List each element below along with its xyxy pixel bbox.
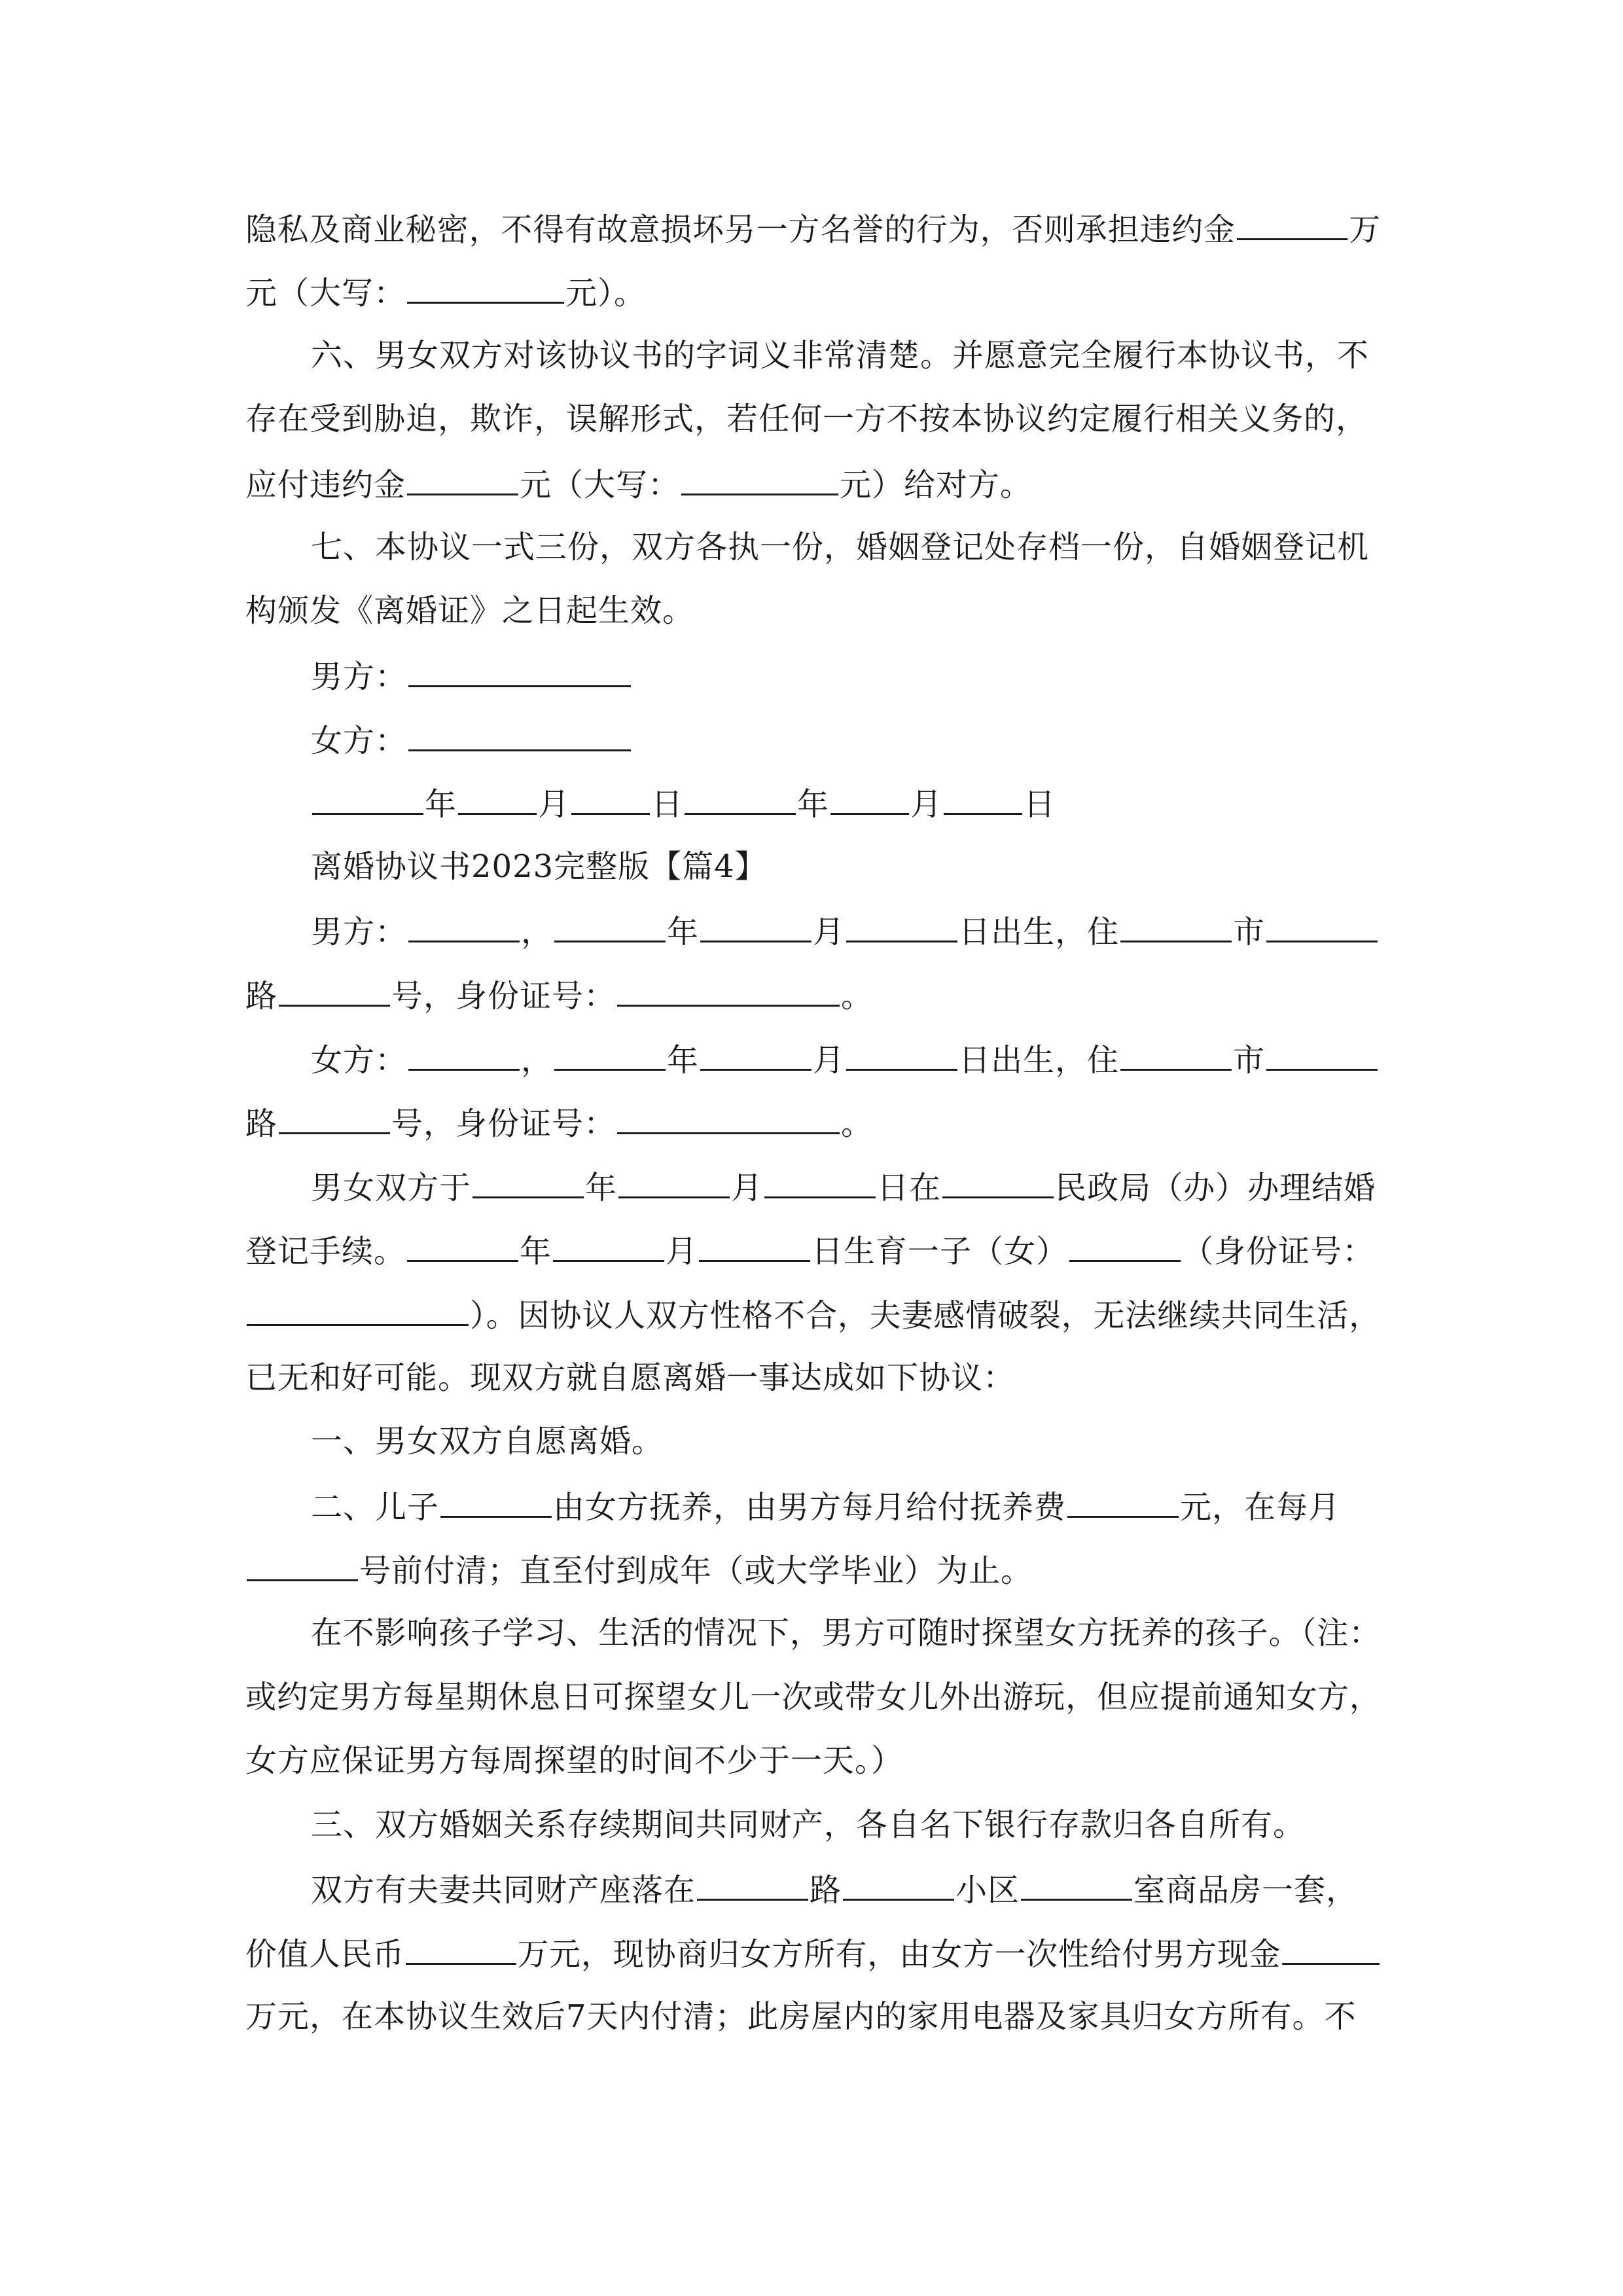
text: 年 <box>667 914 700 950</box>
text: 元（大写： <box>245 275 406 312</box>
text: 构颁发《离婚证》之日起生效。 <box>245 592 695 629</box>
blank-field[interactable] <box>944 783 1022 815</box>
signature-male <box>311 655 632 696</box>
id-number-field[interactable] <box>617 975 840 1007</box>
text: 二、儿子 <box>311 1489 440 1526</box>
blank-field[interactable] <box>407 1230 518 1262</box>
text: 元，在每月 <box>1180 1489 1341 1526</box>
blank-field[interactable] <box>407 463 518 495</box>
blank-field[interactable] <box>697 1869 808 1901</box>
text: 号前付清；直至付到成年（或大学毕业）为止。 <box>359 1552 1033 1589</box>
blank-field[interactable] <box>1237 208 1347 240</box>
blank-field[interactable] <box>440 1486 552 1518</box>
text: ）。因协议人双方性格不合，夫妻感情破裂，无法继续共同生活， <box>469 1297 1382 1334</box>
blank-field[interactable] <box>1120 910 1232 942</box>
blank-field[interactable] <box>700 910 812 942</box>
text: 室商品房一套， <box>1133 1872 1359 1909</box>
text: 号，身份证号： <box>391 978 616 1014</box>
blank-field[interactable] <box>846 910 957 942</box>
text: 日在 <box>877 1170 942 1206</box>
marriage-line-3 <box>245 1294 1381 1335</box>
blank-field[interactable] <box>279 1102 390 1134</box>
text: 双方有夫妻共同财产座落在 <box>311 1872 696 1909</box>
clause-5-line-1 <box>245 208 1381 249</box>
text: 女方应保证男方每周探望的时间不少于一天。） <box>245 1742 904 1779</box>
text: 万元，在本协议生效后7天内付清；此房屋内的家用电器及家具归女方所有。不 <box>245 1998 1357 2035</box>
blank-field[interactable] <box>408 1039 520 1071</box>
text: 路 <box>245 978 278 1014</box>
text: 年 <box>667 1042 700 1079</box>
text: 元）。 <box>565 275 647 312</box>
blank-field[interactable] <box>764 1166 876 1198</box>
text: 男女双方于 <box>311 1170 472 1206</box>
property-line-3 <box>245 1997 1357 2036</box>
text: 日 <box>651 786 684 823</box>
text: 由女方抚养，由男方每月给付抚养费 <box>553 1489 1067 1526</box>
clause-6-line-2 <box>245 399 1368 439</box>
text: 元）给对方。 <box>840 467 1033 503</box>
text: 万元，现协商归女方所有，由女方一次性给付男方现金 <box>517 1936 1281 1973</box>
clause-3 <box>311 1805 1305 1844</box>
text: 。 <box>841 1105 874 1142</box>
text: 路 <box>810 1872 842 1909</box>
blank-field[interactable] <box>312 783 423 815</box>
text: 号，身份证号： <box>391 1105 616 1142</box>
text: 年 <box>425 786 457 823</box>
text: 万 <box>1349 211 1382 248</box>
property-line-2 <box>245 1933 1381 1974</box>
blank-field[interactable] <box>681 463 838 495</box>
text: 隐私及商业秘密，不得有故意损坏另一方名誉的行为，否则承担违约金 <box>245 211 1236 248</box>
text: 小区 <box>955 1872 1020 1909</box>
text: 民政局（办）办理结婚 <box>1055 1170 1376 1206</box>
text: 月 <box>813 914 846 950</box>
text: 年 <box>797 786 830 823</box>
visitation-line-2 <box>245 1677 1381 1717</box>
marriage-line-2 <box>245 1230 1374 1271</box>
clause-2-line-2 <box>245 1549 1033 1590</box>
text: 月 <box>666 1233 698 1270</box>
heading-text: 离婚协议书2023完整版【篇4】 <box>311 848 767 885</box>
blank-field[interactable] <box>408 910 520 942</box>
text: ， <box>521 914 554 950</box>
text: 日出生，住 <box>959 1042 1120 1079</box>
text: 日出生，住 <box>959 914 1120 950</box>
text: 登记手续。 <box>245 1233 406 1270</box>
blank-field[interactable] <box>942 1166 1054 1198</box>
female-info-line-1 <box>311 1039 1379 1080</box>
blank-field[interactable] <box>554 910 666 942</box>
text: 男方： <box>311 914 408 950</box>
blank-field[interactable] <box>699 1230 810 1262</box>
text: 六、男女双方对该协议书的字词义非常清楚。并愿意完全履行本协议书，不 <box>311 337 1370 374</box>
marriage-line-4 <box>245 1358 1015 1397</box>
visitation-line-1 <box>311 1613 1381 1653</box>
blank-field[interactable] <box>1067 1486 1179 1518</box>
blank-field[interactable] <box>554 1039 666 1071</box>
blank-field[interactable] <box>407 272 564 304</box>
blank-field[interactable] <box>1069 1230 1181 1262</box>
clause-6-line-1 <box>311 336 1369 375</box>
text: 已无和好可能。现双方就自愿离婚一事达成如下协议： <box>245 1359 1016 1396</box>
text: 或约定男方每星期休息日可探望女儿一次或带女儿外出游玩，但应提前通知女方， <box>245 1679 1382 1715</box>
clause-6-line-3 <box>245 463 1032 505</box>
signature-field[interactable] <box>408 719 631 751</box>
signature-dates <box>311 783 1056 824</box>
blank-field[interactable] <box>846 1039 957 1071</box>
signature-female <box>311 719 632 761</box>
text: 年 <box>520 1233 552 1270</box>
text: 月 <box>731 1170 764 1206</box>
blank-field[interactable] <box>685 783 796 815</box>
blank-field[interactable] <box>618 1166 730 1198</box>
text: 元（大写： <box>520 467 681 503</box>
blank-field[interactable] <box>406 1933 516 1965</box>
text: 存在受到胁迫，欺诈，误解形式，若任何一方不按本协议约定履行相关义务的， <box>245 401 1368 437</box>
female-info-line-2 <box>245 1102 873 1143</box>
text: 应付违约金 <box>245 467 406 503</box>
text: 一、男女双方自愿离婚。 <box>311 1423 664 1460</box>
text: 年 <box>585 1170 618 1206</box>
blank-field[interactable] <box>1266 910 1378 942</box>
marriage-line-1 <box>311 1166 1376 1208</box>
blank-field[interactable] <box>830 783 909 815</box>
clause-1 <box>311 1422 664 1461</box>
visitation-line-3 <box>245 1741 903 1780</box>
text: 在不影响孩子学习、生活的情况下，男方可随时探望女方抚养的孩子。（注： <box>311 1615 1381 1651</box>
blank-field[interactable] <box>279 975 390 1007</box>
text: 市 <box>1233 914 1266 950</box>
blank-field[interactable] <box>1282 1933 1380 1965</box>
text: 女方： <box>311 723 408 759</box>
blank-field[interactable] <box>1120 1039 1232 1071</box>
blank-field[interactable] <box>553 1230 664 1262</box>
blank-field[interactable] <box>458 783 537 815</box>
male-info-line-1 <box>311 910 1379 952</box>
property-line-1 <box>311 1869 1358 1910</box>
male-info-line-2 <box>245 975 873 1016</box>
text: 三、双方婚姻关系存续期间共同财产，各自名下银行存款归各自所有。 <box>311 1806 1306 1843</box>
text: 月 <box>813 1042 846 1079</box>
blank-field[interactable] <box>700 1039 812 1071</box>
clause-7-line-1 <box>311 528 1369 567</box>
text: （身份证号： <box>1182 1233 1375 1270</box>
section-heading <box>311 847 767 886</box>
signature-field[interactable] <box>408 655 631 687</box>
blank-field[interactable] <box>1021 1869 1132 1901</box>
text: 月 <box>910 786 943 823</box>
blank-field[interactable] <box>571 783 650 815</box>
clause-2-line-1 <box>311 1486 1340 1527</box>
text: 日生育一子（女） <box>812 1233 1069 1270</box>
id-number-field[interactable] <box>247 1294 469 1326</box>
text: 七、本协议一式三份，双方各执一份，婚姻登记处存档一份，自婚姻登记机 <box>311 529 1370 565</box>
text: 市 <box>1233 1042 1266 1079</box>
blank-field[interactable] <box>247 1549 358 1581</box>
blank-field[interactable] <box>843 1869 954 1901</box>
text: 价值人民币 <box>245 1936 405 1973</box>
text: 女方： <box>311 1042 408 1079</box>
text: 日 <box>1024 786 1056 823</box>
text: 月 <box>538 786 571 823</box>
text: 男方： <box>311 658 408 695</box>
blank-field[interactable] <box>473 1166 584 1198</box>
text: 。 <box>841 978 874 1014</box>
id-number-field[interactable] <box>617 1102 840 1134</box>
text: ， <box>521 1042 554 1079</box>
clause-5-line-2 <box>245 272 646 313</box>
text: 路 <box>245 1105 278 1142</box>
blank-field[interactable] <box>1266 1039 1378 1071</box>
clause-7-line-2 <box>245 591 694 630</box>
